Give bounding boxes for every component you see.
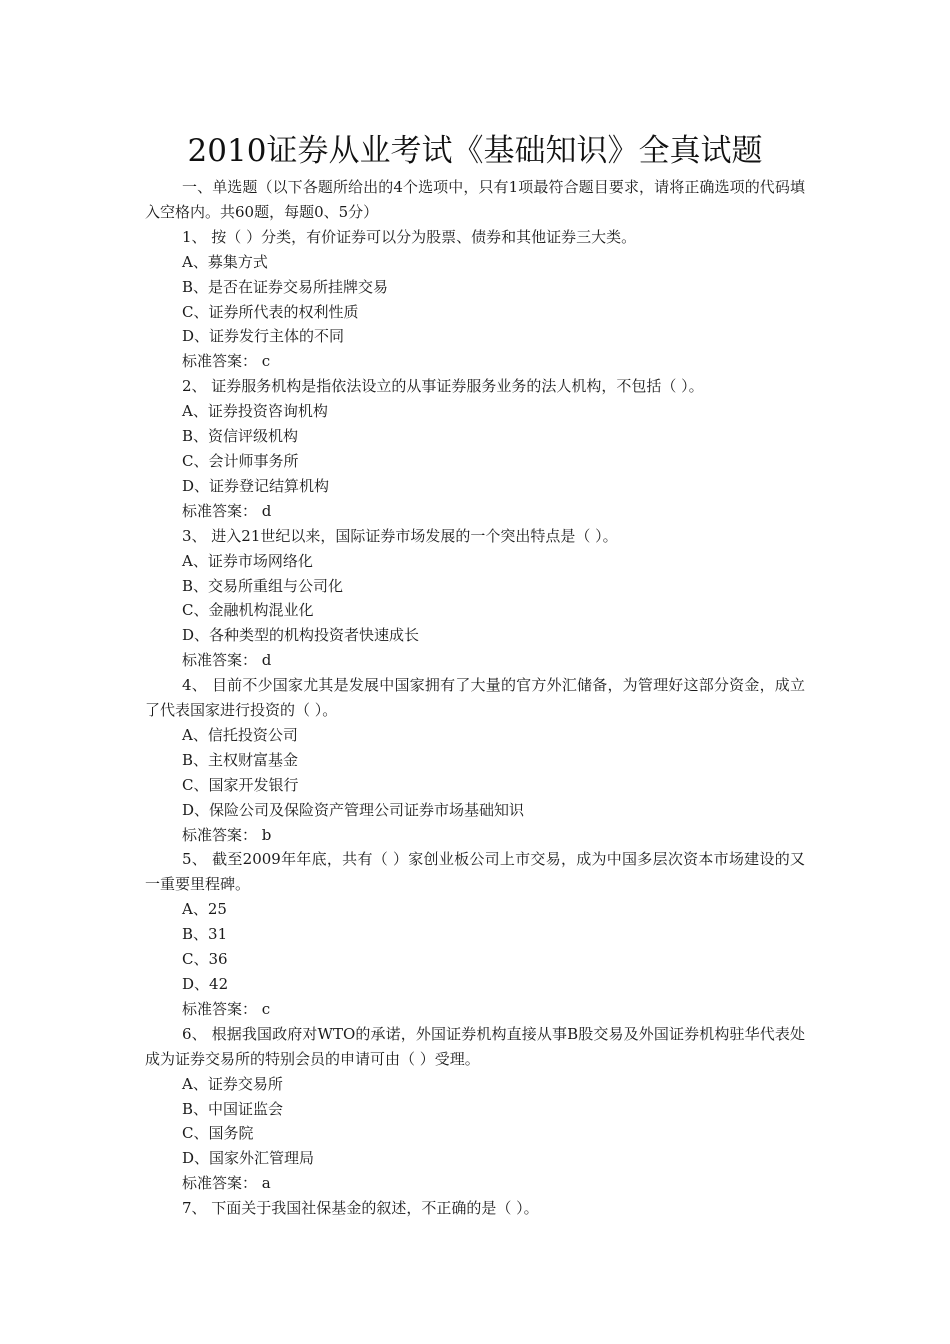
question-stem: 7、 下面关于我国社保基金的叙述，不正确的是（ ）。 [182,1199,539,1218]
question-stem: 4、 目前不少国家尤其是发展中国家拥有了大量的官方外汇储备，为管理好这部分资金，成立了代表国家进行投资的（ ）。 [145,676,805,720]
standard-answer: 标准答案： c [182,352,271,371]
option-b: B、是否在证券交易所挂牌交易 [182,277,389,296]
option-d: D、42 [182,975,229,993]
option-c: C、金融机构混业化 [182,601,314,620]
option-c: C、证券所代表的权利性质 [182,302,359,321]
question-1 [145,225,805,374]
option-b: B、31 [182,925,228,944]
option-d: D、证券登记结算机构 [182,476,330,495]
standard-answer: 标准答案： d [182,651,272,670]
standard-answer: 标准答案： c [182,999,271,1018]
option-d: D、保险公司及保险资产管理公司证券市场基础知识 [182,800,525,819]
option-a: A、证券投资咨询机构 [182,402,328,421]
standard-answer: 标准答案： a [182,1174,271,1193]
page-title: 2010证券从业考试《基础知识》全真试题 [187,133,763,169]
option-a: A、25 [182,900,227,919]
question-7 [145,1196,805,1221]
option-b: B、交易所重组与公司化 [182,576,344,595]
option-a: A、募集方式 [182,252,268,271]
question-5 [145,847,805,1021]
question-stem: 5、 截至2009年年底，共有（ ）家创业板公司上市交易，成为中国多层次资本市场建设的又一重要里程碑。 [145,850,805,894]
option-d: D、各种类型的机构投资者快速成长 [182,626,420,645]
exam-content [145,175,805,1221]
option-d: D、证券发行主体的不同 [182,327,345,346]
question-stem: 2、 证券服务机构是指依法设立的从事证券服务业务的法人机构，不包括（ ）。 [182,377,704,396]
option-b: B、资信评级机构 [182,427,299,446]
option-c: C、国家开发银行 [182,775,299,794]
option-c: C、国务院 [182,1124,254,1143]
option-c: C、36 [182,950,228,969]
standard-answer: 标准答案： d [182,501,272,520]
question-4 [145,673,805,847]
option-a: A、证券交易所 [182,1074,283,1093]
question-stem: 6、 根据我国政府对WTO的承诺，外国证券机构直接从事B股交易及外国证券机构驻华代表处成为证券交易所的特别会员的申请可由（ ）受理。 [145,1024,805,1068]
option-a: A、证券市场网络化 [182,551,313,570]
question-3 [145,524,805,673]
question-2 [145,374,805,523]
question-stem: 1、 按（ ）分类，有价证券可以分为股票、债券和其他证券三大类。 [182,227,637,246]
option-a: A、信托投资公司 [182,725,298,744]
question-stem: 3、 进入21世纪以来，国际证券市场发展的一个突出特点是（ ）。 [182,526,618,545]
option-b: B、中国证监会 [182,1099,284,1118]
option-d: D、国家外汇管理局 [182,1149,315,1168]
option-b: B、主权财富基金 [182,750,299,769]
standard-answer: 标准答案： b [182,825,272,844]
option-c: C、会计师事务所 [182,451,299,470]
question-6 [145,1022,805,1196]
section-intro: 一、单选题（以下各题所给出的4个选项中，只有1项最符合题目要求，请将正确选项的代码填入空格内。共60题，每题0、5分） [145,178,805,221]
